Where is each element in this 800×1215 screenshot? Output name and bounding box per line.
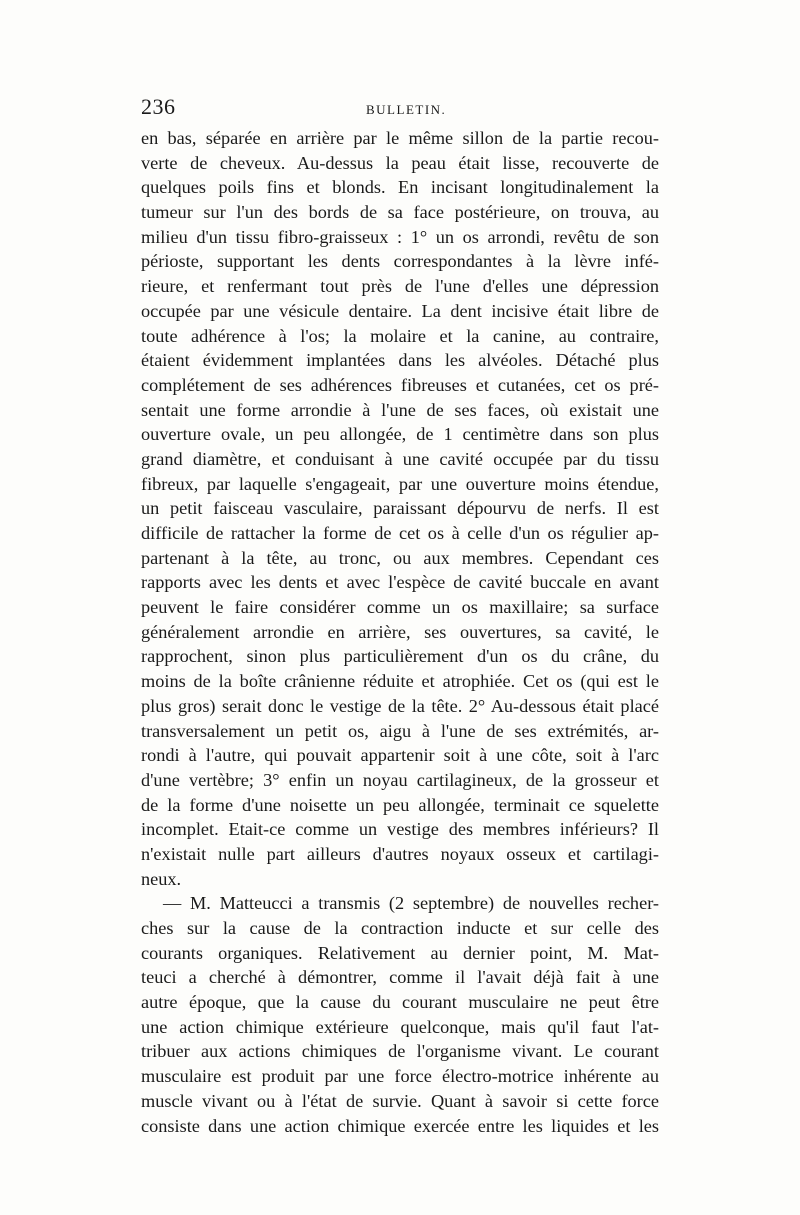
text-line: musculaire est produit par une force électro-motrice inhérente au	[141, 1066, 659, 1087]
text-line: rapports avec les dents et avec l'espèce de cavité buccale en avant	[141, 572, 659, 593]
text-line: grand diamètre, et conduisant à une cavité occupée par du tissu	[141, 448, 659, 469]
text-line: verte de cheveux. Au-dessus la peau était lisse, recouverte de	[141, 152, 659, 173]
text-line: consiste dans une action chimique exercée entre les liquides et les	[141, 1115, 659, 1136]
text-line: difficile de rattacher la forme de cet os à celle d'un os régulier ap-	[141, 523, 659, 543]
text-line: en bas, séparée en arrière par le même sillon de la partie recou-	[141, 128, 659, 148]
text-line: de la forme d'une noisette un peu allongée, terminait ce squelette	[141, 794, 659, 815]
text-line: occupée par une vésicule dentaire. La dent incisive était libre de	[141, 300, 659, 321]
body-text	[141, 126, 659, 1138]
text-line: étaient évidemment implantées dans les alvéoles. Détaché plus	[141, 350, 659, 371]
text-line: rieure, et renfermant tout près de l'une d'elles une dépression	[141, 276, 659, 297]
text-line: fibreux, par laquelle s'engageait, par une ouverture moins étendue,	[141, 473, 659, 494]
text-line: autre époque, que la cause du courant musculaire ne peut être	[141, 992, 659, 1013]
text-line: teuci a cherché à démontrer, comme il l'avait déjà fait à une	[141, 967, 659, 988]
text-line: sentait une forme arrondie à l'une de ses faces, où existait une	[141, 399, 659, 420]
text-line: tumeur sur l'un des bords de sa face postérieure, on trouva, au	[141, 202, 659, 223]
text-line: incomplet. Etait-ce comme un vestige des membres inférieurs? Il	[141, 819, 659, 840]
text-line: milieu d'un tissu fibro-graisseux : 1° un os arrondi, revêtu de son	[141, 226, 659, 247]
header-title: BULLETIN.	[366, 102, 447, 117]
text-line: généralement arrondie en arrière, ses ouvertures, sa cavité, le	[141, 621, 659, 642]
text-line: partenant à la tête, au tronc, ou aux membres. Cependant ces	[141, 547, 659, 568]
paragraph-1	[141, 126, 659, 891]
text-line: neux.	[141, 868, 182, 889]
text-line: muscle vivant ou à l'état de survie. Quant à savoir si cette force	[141, 1090, 659, 1111]
running-head	[141, 94, 661, 124]
text-line: ches sur la cause de la contraction inducte et sur celle des	[141, 918, 659, 938]
text-line: n'existait nulle part ailleurs d'autres noyaux osseux et cartilagi-	[141, 843, 659, 864]
text-line: transversalement un petit os, aigu à l'une de ses extrémités, ar-	[141, 720, 659, 741]
text-line: un petit faisceau vasculaire, paraissant dépourvu de nerfs. Il est	[141, 498, 659, 519]
page-number: 236	[141, 94, 176, 119]
text-line: moins de la boîte crânienne réduite et atrophiée. Cet os (qui est le	[141, 671, 659, 692]
text-line: périoste, supportant les dents correspondantes à la lèvre infé-	[141, 251, 659, 272]
text-line: rondi à l'autre, qui pouvait appartenir soit à une côte, soit à l'arc	[141, 745, 659, 766]
text-line: courants organiques. Relativement au dernier point, M. Mat-	[141, 942, 659, 963]
text-line: plus gros) serait donc le vestige de la tête. 2° Au-dessous était placé	[141, 695, 659, 716]
text-line: toute adhérence à l'os; la molaire et la canine, au contraire,	[141, 325, 659, 346]
paragraph-2	[141, 891, 659, 1138]
text-line: une action chimique extérieure quelconque, mais qu'il faut l'at-	[141, 1016, 659, 1037]
text-line: quelques poils fins et blonds. En incisant longitudinalement la	[141, 177, 659, 198]
text-line: rapprochent, sinon plus particulièrement d'un os du crâne, du	[141, 646, 659, 667]
text-line: d'une vertèbre; 3° enfin un noyau cartilagineux, de la grosseur et	[141, 769, 659, 790]
text-line: tribuer aux actions chimiques de l'organisme vivant. Le courant	[141, 1041, 659, 1062]
text-line: — M. Matteucci a transmis (2 septembre) de nouvelles recher-	[163, 893, 659, 914]
text-line: ouverture ovale, un peu allongée, de 1 centimètre dans son plus	[141, 424, 659, 445]
text-line: peuvent le faire considérer comme un os maxillaire; sa surface	[141, 597, 659, 618]
text-line: complétement de ses adhérences fibreuses et cutanées, cet os pré-	[141, 374, 659, 395]
